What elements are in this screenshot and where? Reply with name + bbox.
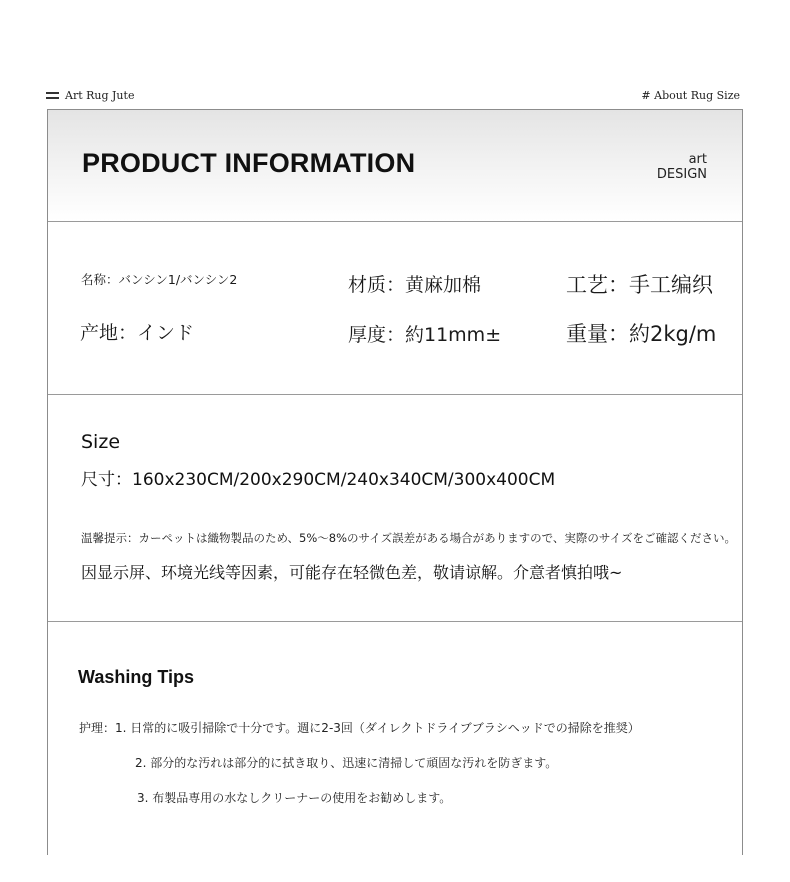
about-rug-size-link[interactable]: # About Rug Size	[641, 89, 740, 102]
menu-icon[interactable]	[46, 92, 59, 99]
size-list: 尺寸：160x230CM/200x290CM/240x340CM/300x400CM	[81, 470, 556, 490]
care-tip-2: 2. 部分的な汚れは部分的に拭き取り、迅速に清掃して頑固な汚れを防ぎます。	[135, 756, 558, 770]
washing-heading: Washing Tips	[78, 667, 195, 687]
care-tip-3: 3. 布製品専用の水なしクリーナーの使用をお勧めします。	[137, 791, 452, 805]
spec-name: 名称：バンシン1/バンシン2	[81, 272, 238, 287]
logo-line-design: DESIGN	[656, 167, 707, 182]
size-section	[48, 395, 742, 622]
spec-weight: 重量：約2kg/m	[566, 322, 717, 346]
size-heading: Size	[81, 431, 121, 453]
size-note: 温馨提示：カーペットは織物製品のため、5%〜8%のサイズ誤差がある場合がありますので、実際のサイズをご確認ください。	[81, 531, 736, 545]
brand-link[interactable]	[46, 89, 134, 102]
logo-line-art: art	[688, 152, 707, 167]
care-tip-1: 护理：1. 日常的に吸引掃除で十分です。週に2-3回（ダイレクトドライブブラシヘッドでの掃除を推奨）	[79, 721, 640, 735]
spec-craft: 工艺：手工编织	[566, 273, 713, 297]
spec-origin: 产地：インド	[80, 322, 195, 344]
art-design-logo	[657, 152, 707, 182]
spec-section	[48, 222, 742, 395]
spec-thickness: 厚度：約11mm±	[348, 324, 502, 346]
product-info-frame	[47, 109, 743, 855]
header-section	[48, 110, 742, 222]
spec-material: 材质：黄麻加棉	[348, 274, 482, 296]
brand-label: Art Rug Jute	[65, 89, 135, 102]
page-title: PRODUCT INFORMATION	[82, 148, 416, 178]
washing-section	[48, 622, 742, 882]
top-bar	[0, 0, 790, 110]
color-warning: 因显示屏、环境光线等因素，可能存在轻微色差，敬请谅解。介意者慎拍哦~	[81, 563, 623, 582]
